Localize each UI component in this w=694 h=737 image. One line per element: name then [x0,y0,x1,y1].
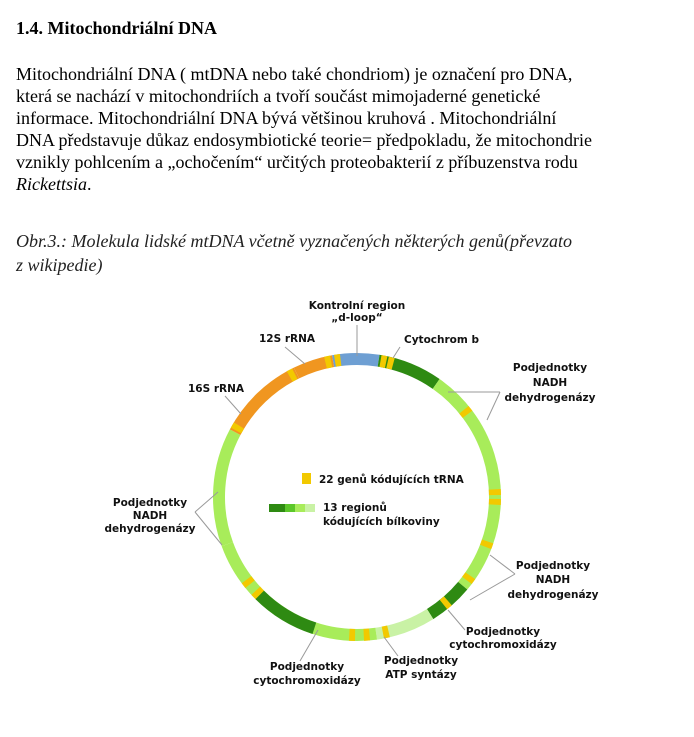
trna-gene-mark [388,362,394,363]
legend-trna-swatch [302,473,311,484]
legend-trna-label: 22 genů kódujících tRNA [319,474,464,486]
trna-gene-mark [443,601,447,605]
legend-protein-label-1: 13 regionů [323,502,387,514]
trna-gene-mark [464,410,468,415]
legend [269,473,465,528]
legend-protein-swatch-mid [285,504,295,512]
label-nadh-tr-2: NADH [532,377,568,389]
label-cox-r-2: cytochromoxidázy [449,639,557,651]
caption-line: Obr.3.: Molekula lidské mtDNA včetně vyznačených některých genů(převzato [16,231,572,251]
legend-protein-label-2: kódujících bílkoviny [323,516,440,528]
leader-nadh-br-a [490,555,515,574]
label-16s-rrna: 16S rRNA [187,383,245,395]
trna-gene-mark [380,361,386,362]
leader-cox-b [300,630,318,661]
paragraph-line: Mitochondriální DNA ( mtDNA nebo také chondriom) je označení pro DNA, [16,64,573,84]
leader-cox-r [448,610,465,630]
label-atp-1: Podjednotky [383,655,459,667]
nadh-arc-right [436,384,495,544]
label-nadh-br-3: dehydrogenázy [507,589,599,601]
trna-gene-mark [467,576,470,581]
label-nadh-l-1: Podjednotky [112,497,188,509]
trna-gene-mark [236,426,239,431]
leader-cytochrom-b [393,347,400,358]
label-nadh-l-2: NADH [132,510,168,522]
label-nadh-tr-1: Podjednotky [512,362,588,374]
label-cytochrom-b-text: Cytochrom b [404,334,479,346]
label-atp-2: ATP syntázy [385,669,457,681]
paragraph-line: vznikly pohlcením a „ochočením“ určitých proteobakterií z příbuzenstva rodu [16,152,578,172]
trna-gene-mark [335,360,341,361]
label-cox-b-1: Podjednotky [269,661,345,673]
trna-gene-mark [246,580,250,585]
nadh-arc-left [219,432,235,544]
trna-gene-mark [325,361,331,362]
paragraph-line: informace. Mitochondriální DNA bývá většinou kruhová . Mitochondriální [16,108,557,128]
paragraph-line: která se nachází v mitochondriích a tvoří součást mimojaderné genetické [16,86,541,106]
label-control-region: Kontrolní region [308,300,406,312]
trna-gene-mark [486,541,488,546]
label-nadh-l-3: dehydrogenázy [104,523,196,535]
paragraph-line: DNA představuje důkaz endosymbiotické teorie= předpokladu, že mitochondrie [16,130,592,150]
trna-gene-mark [256,591,260,595]
label-cox-r-1: Podjednotky [465,626,541,638]
legend-protein-swatch-pale [305,504,315,512]
caption-line: z wikipedie) [16,255,103,275]
genus-name: Rickettsia [16,174,87,194]
label-d-loop: „d-loop“ [331,312,383,324]
legend-protein-swatch-light [295,504,305,512]
label-cox-b-2: cytochromoxidázy [253,675,361,687]
rrna-16s-arc [235,373,296,432]
label-12s-rrna: 12S rRNA [258,333,316,345]
leader-12s-rrna [285,347,305,364]
label-nadh-tr-3: dehydrogenázy [504,392,596,404]
leader-16s-rrna [225,396,241,414]
sentence-end: . [86,174,92,194]
label-leaders [195,325,515,661]
cox-dark-arc [259,595,314,629]
section-heading: 1.4. Mitochondriální DNA [16,18,218,38]
label-cytochrom-b [404,334,479,346]
trna-gene-mark [383,631,389,632]
leader-atp [384,637,398,656]
label-nadh-br-1: Podjednotky [515,560,591,572]
trna-gene-mark [290,374,295,377]
legend-protein-swatch-dark [269,504,285,512]
label-nadh-br-2: NADH [535,574,571,586]
leader-nadh-tr-b [487,392,500,420]
mtdna-ring [219,359,495,635]
